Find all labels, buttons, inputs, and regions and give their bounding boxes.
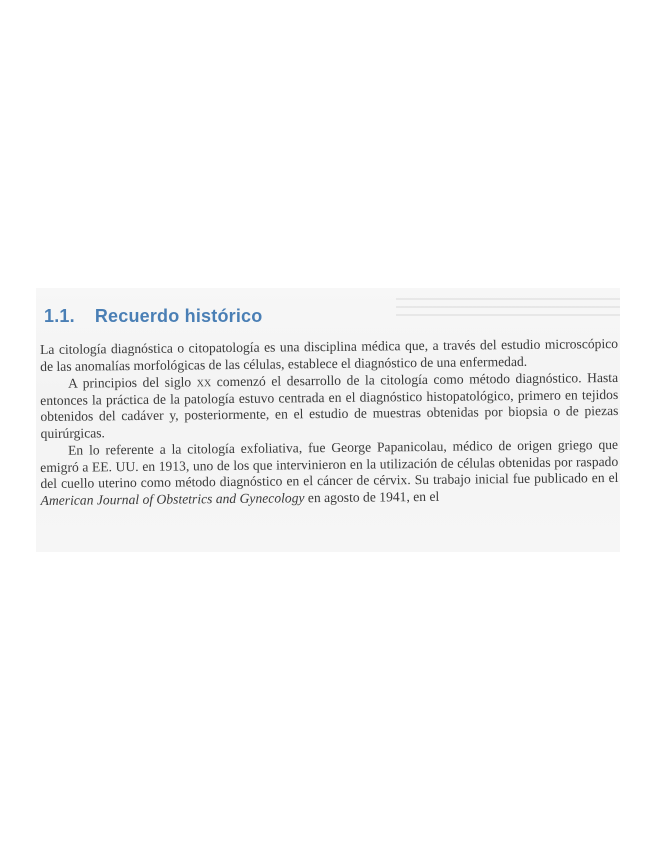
- paragraph-papanicolau: [40, 437, 619, 509]
- century-numeral: xx: [196, 374, 212, 390]
- paragraph-papanicolau-text-start: En lo referente a la citología exfoliativa, fue George Papanicolau, médico de origen griego que emigró a EE. UU. en 1913, uno de los que intervinieron en la utilización de células obtenidas por raspado del cuello uterino como método diagnóstico en el cáncer de cérvix. Su trabajo inicial fue publicado en el: [40, 436, 619, 491]
- section-title: Recuerdo histórico: [94, 306, 263, 326]
- journal-title: American Journal of Obstetrics and Gynecology: [40, 489, 305, 508]
- paragraph-history: [40, 370, 619, 442]
- section-heading: [44, 306, 618, 327]
- section-number: 1.1.: [44, 306, 75, 326]
- paragraph-definition: La citología diagnóstica o citopatología es una disciplina médica que, a través del estudio microscópico de las anomalías morfológicas de las células, establece el diagnóstico de una enfermedad.: [40, 335, 619, 374]
- paragraph-history-text-end: comenzó el desarrollo de la citología como método diagnóstico. Hasta entonces la práctica de la patología estuvo centrada en el diagnóstico histopatológico, primero en tejidos obtenidos del cadáver y, posteriormente, en el estudio de muestras obtenidas por biopsia o de piezas quirúrgicas.: [40, 370, 619, 441]
- paragraph-history-text-start: A principios del siglo: [67, 374, 197, 391]
- paragraph-papanicolau-text-end: en agosto de 1941, en el: [304, 488, 440, 505]
- document-body: [40, 306, 618, 509]
